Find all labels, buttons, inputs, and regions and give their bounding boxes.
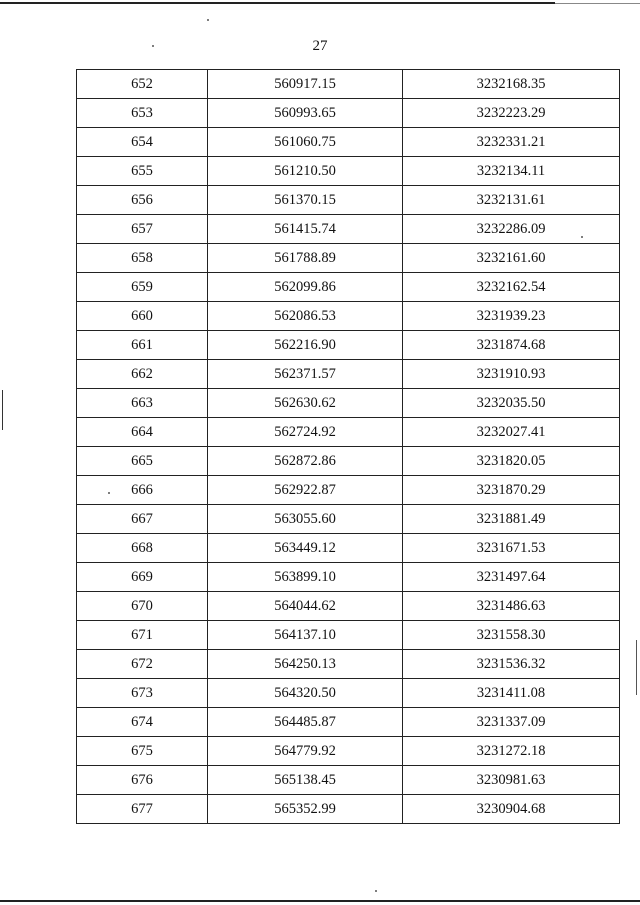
table-row — [77, 418, 620, 447]
coordinate-table-body — [77, 70, 620, 824]
page-number: 27 — [312, 38, 328, 54]
y-coordinate-cell: 3231874.68 — [403, 331, 620, 360]
right-edge-mark — [636, 640, 637, 695]
table-row — [77, 273, 620, 302]
y-coordinate-cell: 3232027.41 — [403, 418, 620, 447]
x-coordinate-cell: 562371.57 — [208, 360, 403, 389]
y-coordinate-cell: 3232168.35 — [403, 70, 620, 99]
point-number-cell: 660 — [77, 302, 208, 331]
table-row — [77, 592, 620, 621]
x-coordinate-cell: 563449.12 — [208, 534, 403, 563]
x-coordinate-cell: 563899.10 — [208, 563, 403, 592]
table-row — [77, 563, 620, 592]
point-number-cell: 676 — [77, 766, 208, 795]
y-coordinate-cell: 3232035.50 — [403, 389, 620, 418]
y-coordinate-cell: 3231820.05 — [403, 447, 620, 476]
y-coordinate-cell: 3231910.93 — [403, 360, 620, 389]
point-number-cell: 667 — [77, 505, 208, 534]
point-number-cell: 656 — [77, 186, 208, 215]
table-row — [77, 302, 620, 331]
x-coordinate-cell: 565352.99 — [208, 795, 403, 824]
table-row — [77, 534, 620, 563]
y-coordinate-cell: 3231881.49 — [403, 505, 620, 534]
point-number-cell: 675 — [77, 737, 208, 766]
coordinate-table — [76, 69, 620, 824]
point-number-cell: 652 — [77, 70, 208, 99]
point-number-cell: 673 — [77, 679, 208, 708]
point-number-cell: 672 — [77, 650, 208, 679]
x-coordinate-cell: 562922.87 — [208, 476, 403, 505]
x-coordinate-cell: 564137.10 — [208, 621, 403, 650]
point-number-cell: 655 — [77, 157, 208, 186]
point-number-cell: 654 — [77, 128, 208, 157]
point-number-cell: 653 — [77, 99, 208, 128]
y-coordinate-cell: 3230904.68 — [403, 795, 620, 824]
left-edge-mark — [2, 390, 3, 430]
point-number-cell: 674 — [77, 708, 208, 737]
table-row — [77, 621, 620, 650]
x-coordinate-cell: 564320.50 — [208, 679, 403, 708]
table-row — [77, 389, 620, 418]
y-coordinate-cell: 3231558.30 — [403, 621, 620, 650]
x-coordinate-cell: 560993.65 — [208, 99, 403, 128]
table-row — [77, 708, 620, 737]
x-coordinate-cell: 564044.62 — [208, 592, 403, 621]
table-row — [77, 650, 620, 679]
table-row — [77, 157, 620, 186]
table-row — [77, 766, 620, 795]
point-number-cell: 661 — [77, 331, 208, 360]
y-coordinate-cell: 3232286.09 — [403, 215, 620, 244]
x-coordinate-cell: 565138.45 — [208, 766, 403, 795]
x-coordinate-cell: 564250.13 — [208, 650, 403, 679]
point-number-cell: 665 — [77, 447, 208, 476]
y-coordinate-cell: 3231272.18 — [403, 737, 620, 766]
x-coordinate-cell: 561788.89 — [208, 244, 403, 273]
scan-speck — [375, 890, 377, 892]
x-coordinate-cell: 562086.53 — [208, 302, 403, 331]
x-coordinate-cell: 561060.75 — [208, 128, 403, 157]
point-number-cell: 662 — [77, 360, 208, 389]
table-row — [77, 360, 620, 389]
y-coordinate-cell: 3231337.09 — [403, 708, 620, 737]
y-coordinate-cell: 3232131.61 — [403, 186, 620, 215]
y-coordinate-cell: 3231870.29 — [403, 476, 620, 505]
point-number-cell: 659 — [77, 273, 208, 302]
table-row — [77, 128, 620, 157]
point-number-cell: 657 — [77, 215, 208, 244]
x-coordinate-cell: 561210.50 — [208, 157, 403, 186]
table-row — [77, 679, 620, 708]
y-coordinate-cell: 3231671.53 — [403, 534, 620, 563]
table-row — [77, 737, 620, 766]
point-number-cell: 670 — [77, 592, 208, 621]
y-coordinate-cell: 3231536.32 — [403, 650, 620, 679]
point-number-cell: 677 — [77, 795, 208, 824]
point-number-cell: 664 — [77, 418, 208, 447]
x-coordinate-cell: 562724.92 — [208, 418, 403, 447]
table-row — [77, 505, 620, 534]
x-coordinate-cell: 562630.62 — [208, 389, 403, 418]
x-coordinate-cell: 560917.15 — [208, 70, 403, 99]
top-border-line — [0, 2, 555, 4]
point-number-cell: 663 — [77, 389, 208, 418]
y-coordinate-cell: 3231411.08 — [403, 679, 620, 708]
y-coordinate-cell: 3232134.11 — [403, 157, 620, 186]
y-coordinate-cell: 3232161.60 — [403, 244, 620, 273]
y-coordinate-cell: 3231486.63 — [403, 592, 620, 621]
x-coordinate-cell: 562872.86 — [208, 447, 403, 476]
table-row — [77, 244, 620, 273]
x-coordinate-cell: 563055.60 — [208, 505, 403, 534]
table-row — [77, 99, 620, 128]
top-border-line-thin — [555, 3, 640, 4]
y-coordinate-cell: 3232162.54 — [403, 273, 620, 302]
x-coordinate-cell: 561415.74 — [208, 215, 403, 244]
point-number-cell: 658 — [77, 244, 208, 273]
y-coordinate-cell: 3232331.21 — [403, 128, 620, 157]
point-number-cell: 666 — [77, 476, 208, 505]
y-coordinate-cell: 3232223.29 — [403, 99, 620, 128]
x-coordinate-cell: 564485.87 — [208, 708, 403, 737]
table-row — [77, 186, 620, 215]
x-coordinate-cell: 562216.90 — [208, 331, 403, 360]
y-coordinate-cell: 3230981.63 — [403, 766, 620, 795]
table-row — [77, 795, 620, 824]
y-coordinate-cell: 3231939.23 — [403, 302, 620, 331]
y-coordinate-cell: 3231497.64 — [403, 563, 620, 592]
point-number-cell: 668 — [77, 534, 208, 563]
table-row — [77, 331, 620, 360]
table-row — [77, 476, 620, 505]
point-number-cell: 671 — [77, 621, 208, 650]
table-row — [77, 215, 620, 244]
x-coordinate-cell: 562099.86 — [208, 273, 403, 302]
table-row — [77, 70, 620, 99]
bottom-border-line — [0, 900, 640, 902]
table-row — [77, 447, 620, 476]
x-coordinate-cell: 564779.92 — [208, 737, 403, 766]
scan-speck — [207, 19, 209, 21]
point-number-cell: 669 — [77, 563, 208, 592]
x-coordinate-cell: 561370.15 — [208, 186, 403, 215]
